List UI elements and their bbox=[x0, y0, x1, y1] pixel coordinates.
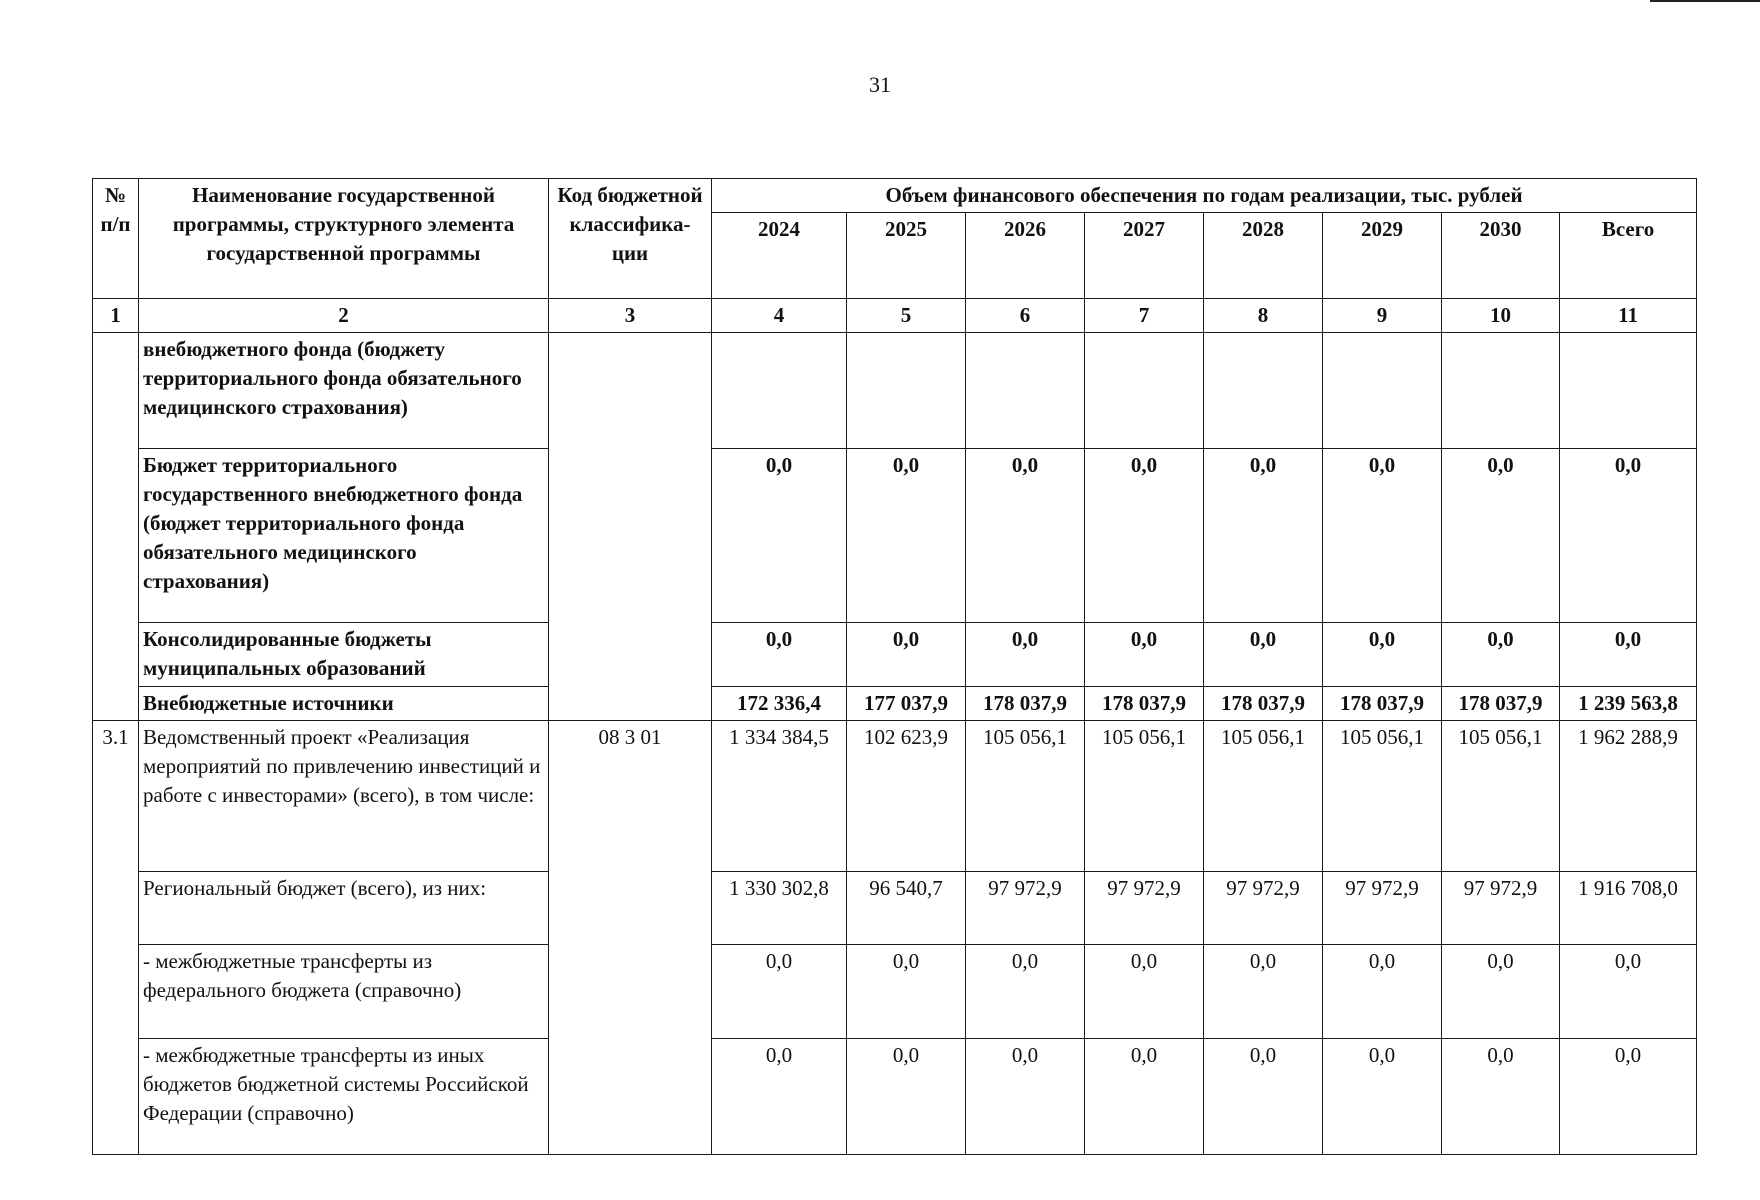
table-row bbox=[93, 945, 1697, 1039]
row-name: Региональный бюджет (всего), из них: bbox=[139, 872, 549, 945]
column-number: 11 bbox=[1560, 299, 1697, 333]
table-row bbox=[93, 721, 1697, 872]
value-cell: 0,0 bbox=[1085, 623, 1204, 687]
value-cell: 0,0 bbox=[847, 449, 966, 623]
column-number: 9 bbox=[1323, 299, 1442, 333]
value-cell bbox=[1085, 333, 1204, 449]
column-number: 6 bbox=[966, 299, 1085, 333]
value-cell: 0,0 bbox=[1442, 1039, 1560, 1155]
header-volume: Объем финансового обеспечения по годам реализации, тыс. рублей bbox=[712, 179, 1697, 213]
corner-rule bbox=[1650, 0, 1760, 2]
value-cell: 0,0 bbox=[1085, 945, 1204, 1039]
header-year: 2025 bbox=[847, 213, 966, 299]
value-cell: 0,0 bbox=[1323, 449, 1442, 623]
column-number: 3 bbox=[549, 299, 712, 333]
table-row bbox=[93, 623, 1697, 687]
table-row bbox=[93, 449, 1697, 623]
row-name: внебюджетного фонда (бюджету территориального фонда обязательного медицинского страхования) bbox=[139, 333, 549, 449]
value-cell bbox=[1204, 333, 1323, 449]
header-year: 2027 bbox=[1085, 213, 1204, 299]
value-cell: 0,0 bbox=[1085, 1039, 1204, 1155]
column-number: 7 bbox=[1085, 299, 1204, 333]
value-cell: 105 056,1 bbox=[966, 721, 1085, 872]
value-cell: 0,0 bbox=[847, 945, 966, 1039]
column-number: 1 bbox=[93, 299, 139, 333]
header-year: 2028 bbox=[1204, 213, 1323, 299]
value-cell: 178 037,9 bbox=[1442, 687, 1560, 721]
value-cell: 1 330 302,8 bbox=[712, 872, 847, 945]
value-cell: 0,0 bbox=[712, 945, 847, 1039]
row-num-cell bbox=[93, 333, 139, 721]
value-cell: 102 623,9 bbox=[847, 721, 966, 872]
table-row bbox=[93, 333, 1697, 449]
table-row bbox=[93, 1039, 1697, 1155]
value-cell: 105 056,1 bbox=[1085, 721, 1204, 872]
value-cell: 0,0 bbox=[1204, 945, 1323, 1039]
value-cell: 1 334 384,5 bbox=[712, 721, 847, 872]
budget-table bbox=[92, 178, 1697, 1155]
value-cell: 0,0 bbox=[712, 1039, 847, 1155]
value-cell: 0,0 bbox=[1204, 449, 1323, 623]
column-number: 10 bbox=[1442, 299, 1560, 333]
header-year: 2026 bbox=[966, 213, 1085, 299]
value-cell: 97 972,9 bbox=[1085, 872, 1204, 945]
row-name: Ведомственный проект «Реализация мероприятий по привлечению инвестиций и работе с инвесторами» (всего), в том числе: bbox=[139, 721, 549, 872]
row-name: Консолидированные бюджеты муниципальных образований bbox=[139, 623, 549, 687]
header-total: Всего bbox=[1560, 213, 1697, 299]
value-cell: 97 972,9 bbox=[1442, 872, 1560, 945]
value-cell: 105 056,1 bbox=[1323, 721, 1442, 872]
value-cell: 177 037,9 bbox=[847, 687, 966, 721]
value-cell: 178 037,9 bbox=[966, 687, 1085, 721]
value-cell: 0,0 bbox=[1085, 449, 1204, 623]
value-cell bbox=[966, 333, 1085, 449]
table-row bbox=[93, 687, 1697, 721]
value-cell: 0,0 bbox=[847, 623, 966, 687]
value-cell: 105 056,1 bbox=[1204, 721, 1323, 872]
column-number: 4 bbox=[712, 299, 847, 333]
column-number-row bbox=[93, 299, 1697, 333]
value-cell: 0,0 bbox=[847, 1039, 966, 1155]
value-cell: 0,0 bbox=[1323, 945, 1442, 1039]
value-cell: 97 972,9 bbox=[966, 872, 1085, 945]
value-cell: 97 972,9 bbox=[1323, 872, 1442, 945]
value-cell: 0,0 bbox=[1323, 1039, 1442, 1155]
row-name: Бюджет территориального государственного внебюджетного фонда (бюджет территориального фонда обязательного медицинского страхования) bbox=[139, 449, 549, 623]
column-number: 5 bbox=[847, 299, 966, 333]
value-cell bbox=[1442, 333, 1560, 449]
value-cell: 178 037,9 bbox=[1204, 687, 1323, 721]
value-cell: 1 916 708,0 bbox=[1560, 872, 1697, 945]
row-num-cell: 3.1 bbox=[93, 721, 139, 1155]
value-cell: 0,0 bbox=[1442, 945, 1560, 1039]
value-cell: 96 540,7 bbox=[847, 872, 966, 945]
value-cell: 0,0 bbox=[1323, 623, 1442, 687]
value-cell: 0,0 bbox=[966, 623, 1085, 687]
row-name: Внебюджетные источники bbox=[139, 687, 549, 721]
value-cell: 0,0 bbox=[1204, 623, 1323, 687]
header-name: Наименование государственной программы, структурного элемента государственной программы bbox=[139, 179, 549, 299]
value-cell: 0,0 bbox=[1442, 449, 1560, 623]
value-cell: 0,0 bbox=[1560, 623, 1697, 687]
value-cell bbox=[847, 333, 966, 449]
value-cell: 1 962 288,9 bbox=[1560, 721, 1697, 872]
value-cell bbox=[1560, 333, 1697, 449]
page-number: 31 bbox=[869, 72, 891, 97]
value-cell: 0,0 bbox=[1442, 623, 1560, 687]
value-cell: 0,0 bbox=[712, 623, 847, 687]
header-year: 2024 bbox=[712, 213, 847, 299]
header-year: 2029 bbox=[1323, 213, 1442, 299]
value-cell: 0,0 bbox=[1560, 1039, 1697, 1155]
row-name: - межбюджетные трансферты из иных бюджетов бюджетной системы Российской Федерации (справочно) bbox=[139, 1039, 549, 1155]
value-cell bbox=[712, 333, 847, 449]
row-name: - межбюджетные трансферты из федерального бюджета (справочно) bbox=[139, 945, 549, 1039]
value-cell: 172 336,4 bbox=[712, 687, 847, 721]
row-code-cell: 08 3 01 bbox=[549, 721, 712, 1155]
table-row bbox=[93, 872, 1697, 945]
column-number: 8 bbox=[1204, 299, 1323, 333]
value-cell: 97 972,9 bbox=[1204, 872, 1323, 945]
value-cell: 0,0 bbox=[966, 1039, 1085, 1155]
value-cell: 0,0 bbox=[966, 945, 1085, 1039]
header-num: № п/п bbox=[93, 179, 139, 299]
value-cell: 0,0 bbox=[712, 449, 847, 623]
column-number: 2 bbox=[139, 299, 549, 333]
value-cell: 105 056,1 bbox=[1442, 721, 1560, 872]
value-cell: 0,0 bbox=[966, 449, 1085, 623]
value-cell: 178 037,9 bbox=[1085, 687, 1204, 721]
value-cell: 0,0 bbox=[1560, 449, 1697, 623]
value-cell bbox=[1323, 333, 1442, 449]
value-cell: 1 239 563,8 bbox=[1560, 687, 1697, 721]
header-code: Код бюджетной классифика-ции bbox=[549, 179, 712, 299]
value-cell: 178 037,9 bbox=[1323, 687, 1442, 721]
value-cell: 0,0 bbox=[1204, 1039, 1323, 1155]
header-year: 2030 bbox=[1442, 213, 1560, 299]
value-cell: 0,0 bbox=[1560, 945, 1697, 1039]
row-code-cell bbox=[549, 333, 712, 721]
